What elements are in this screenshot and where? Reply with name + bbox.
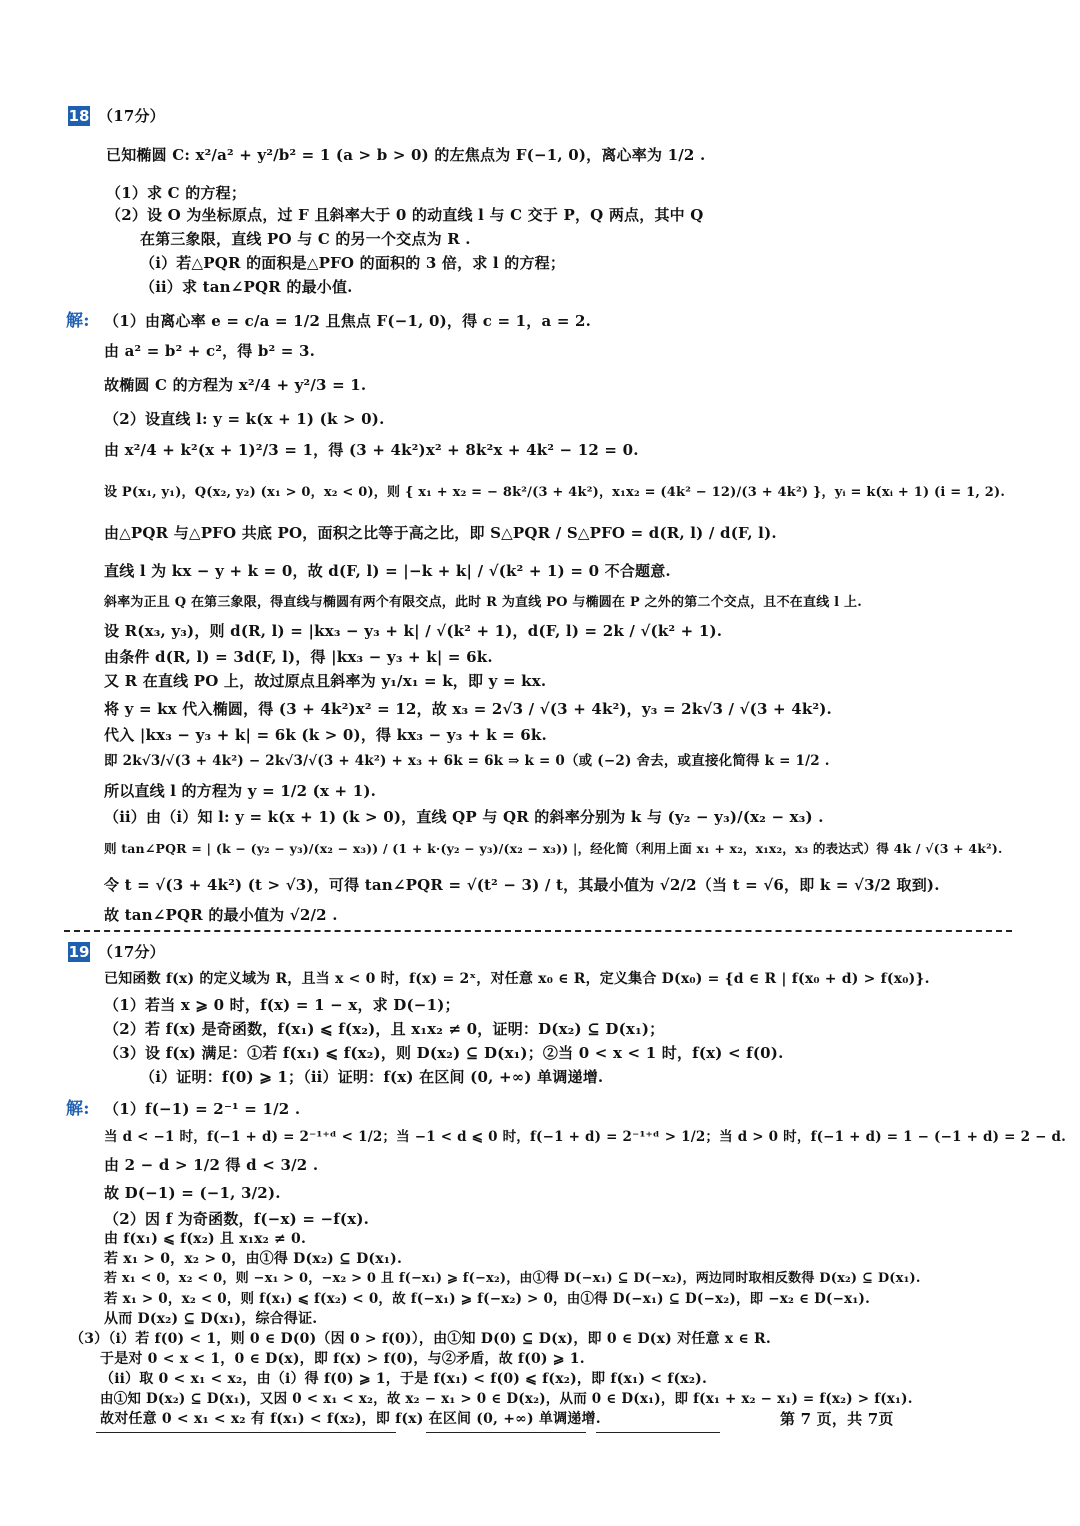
question-stem: 已知函数 f(x) 的定义域为 R，且当 x < 0 时，f(x) = 2ˣ，对任意 x₀ ∈ R，定义集合 D(x₀) = {d ∈ R | f(x₀ + d) > f(x₀)}.: [104, 971, 930, 987]
solution-line: （1）f(−1) = 2⁻¹ = 1/2 .: [104, 1100, 301, 1118]
footer-underline: [426, 1432, 586, 1433]
footer-underline: [596, 1432, 720, 1433]
solution-line: 将 y = kx 代入椭圆，得 (3 + 4k²)x² = 12，故 x₃ = 2√3 / √(3 + 4k²)，y₃ = 2k√3 / √(3 + 4k²).: [104, 700, 832, 718]
question-part: （3）设 f(x) 满足：①若 f(x₁) ⩽ f(x₂)，则 D(x₂) ⊆ D(x₁)；②当 0 < x < 1 时，f(x) < f(0).: [104, 1044, 784, 1062]
solution-line: 由条件 d(R, l) = 3d(F, l)，得 |kx₃ − y₃ + k| = 6k.: [104, 648, 493, 666]
solution-line: 于是对 0 < x < 1，0 ∈ D(x)，即 f(x) > f(0)，与②矛盾，故 f(0) ⩾ 1.: [100, 1351, 585, 1367]
solution-line: 由 2 − d > 1/2 得 d < 3/2 .: [104, 1156, 319, 1174]
solution-line: （2）设直线 l: y = k(x + 1) (k > 0).: [104, 410, 385, 428]
question-subpart: （ⅰ）证明：f(0) ⩾ 1；（ⅱ）证明：f(x) 在区间 (0, +∞) 单调递增.: [140, 1068, 604, 1086]
solution-line: 所以直线 l 的方程为 y = 1/2 (x + 1).: [104, 782, 377, 800]
solution-label: 解:: [66, 1099, 90, 1119]
question-part: （2）设 O 为坐标原点，过 F 且斜率大于 0 的动直线 l 与 C 交于 P，Q 两点，其中 Q: [106, 206, 704, 224]
solution-line: 故椭圆 C 的方程为 x²/4 + y²/3 = 1.: [104, 376, 367, 394]
solution-line: 设 R(x₃, y₃)，则 d(R, l) = |kx₃ − y₃ + k| / √(k² + 1)，d(F, l) = 2k / √(k² + 1).: [104, 622, 723, 640]
question-part: （2）若 f(x) 是奇函数，f(x₁) ⩽ f(x₂)，且 x₁x₂ ≠ 0，证明：D(x₂) ⊆ D(x₁)；: [104, 1020, 665, 1038]
footer-underline: [96, 1432, 396, 1433]
solution-line: 直线 l 为 kx − y + k = 0，故 d(F, l) = |−k + k| / √(k² + 1) = 0 不合题意.: [104, 562, 671, 580]
solution-line: 即 2k√3/√(3 + 4k²) − 2k√3/√(3 + 4k²) + x₃ + 6k = 6k ⇒ k = 0（或 (−2) 舍去，或直接化简得 k = 1/2 .: [104, 753, 830, 769]
solution-line: 若 x₁ > 0，x₂ < 0，则 f(x₁) ⩽ f(x₂) < 0，故 f(−x₁) ⩾ f(−x₂) > 0，由①得 D(−x₁) ⊆ D(−x₂)，即 −x₂ ∈ D(−x₁).: [104, 1291, 871, 1307]
solution-line: 由 f(x₁) ⩽ f(x₂) 且 x₁x₂ ≠ 0.: [104, 1231, 307, 1247]
question-points: （17分）: [98, 107, 165, 125]
section-divider: [64, 930, 1012, 932]
question-subpart: （ⅱ）求 tan∠PQR 的最小值.: [140, 278, 353, 296]
solution-line: 故对任意 0 < x₁ < x₂ 有 f(x₁) < f(x₂)，即 f(x) 在区间 (0, +∞) 单调递增.: [100, 1411, 601, 1427]
question-part: （1）求 C 的方程；: [106, 184, 247, 202]
solution-line: 由△PQR 与△PFO 共底 PO，面积之比等于高之比，即 S△PQR / S△PFO = d(R, l) / d(F, l).: [104, 524, 777, 542]
question-stem: 已知椭圆 C: x²/a² + y²/b² = 1 (a > b > 0) 的左焦点为 F(−1, 0)，离心率为 1/2 .: [106, 146, 706, 164]
solution-label: 解:: [66, 311, 90, 331]
page-number: 第 7 页，共 7页: [780, 1410, 894, 1428]
solution-line: 故 D(−1) = (−1, 3/2).: [104, 1184, 281, 1202]
solution-line: 斜率为正且 Q 在第三象限，得直线与椭圆有两个有限交点，此时 R 为直线 PO 与椭圆在 P 之外的第二个交点，且不在直线 l 上.: [104, 595, 862, 610]
question-number-badge: 19: [68, 943, 90, 961]
solution-line: 又 R 在直线 PO 上，故过原点且斜率为 y₁/x₁ = k，即 y = kx.: [104, 672, 547, 690]
solution-line: 设 P(x₁, y₁)，Q(x₂, y₂) (x₁ > 0，x₂ < 0)，则 { x₁ + x₂ = − 8k²/(3 + 4k²)，x₁x₂ = (4k² − 12)/(3 + 4k²) }，yᵢ = k(xᵢ + 1) (i = 1, 2).: [104, 485, 1006, 500]
solution-line: 令 t = √(3 + 4k²) (t > √3)，可得 tan∠PQR = √(t² − 3) / t，其最小值为 √2/2（当 t = √6，即 k = √3/2 取到).: [104, 876, 940, 894]
solution-line: 若 x₁ < 0，x₂ < 0，则 −x₁ > 0，−x₂ > 0 且 f(−x₁) ⩾ f(−x₂)，由①得 D(−x₁) ⊆ D(−x₂)，两边同时取相反数得 D(x₂) ⊆ D(x₁).: [104, 1271, 921, 1286]
question-points: （17分）: [98, 943, 165, 961]
question-number-badge: 18: [68, 107, 90, 125]
solution-line: （2）因 f 为奇函数，f(−x) = −f(x).: [104, 1210, 370, 1228]
solution-line: （3）（ⅰ）若 f(0) < 1，则 0 ∈ D(0)（因 0 > f(0)），由①知 D(0) ⊆ D(x)，即 0 ∈ D(x) 对任意 x ∈ R.: [70, 1331, 771, 1347]
solution-line: 由①知 D(x₂) ⊆ D(x₁)，又因 0 < x₁ < x₂，故 x₂ − x₁ > 0 ∈ D(x₂)，从而 0 ∈ D(x₁)，即 f(x₁ + x₂ − x₁) = f(x₂) > f(x₁).: [100, 1391, 913, 1407]
solution-line: （ⅱ）取 0 < x₁ < x₂，由（ⅰ）得 f(0) ⩾ 1，于是 f(x₁) < f(0) ⩽ f(x₂)，即 f(x₁) < f(x₂).: [100, 1371, 708, 1387]
solution-line: （1）由离心率 e = c/a = 1/2 且焦点 F(−1, 0)，得 c = 1，a = 2.: [104, 312, 592, 330]
solution-line: 故 tan∠PQR 的最小值为 √2/2 .: [104, 906, 338, 924]
question-subpart: （ⅰ）若△PQR 的面积是△PFO 的面积的 3 倍，求 l 的方程；: [140, 254, 566, 272]
solution-line: 当 d < −1 时，f(−1 + d) = 2⁻¹⁺ᵈ < 1/2；当 −1 < d ⩽ 0 时，f(−1 + d) = 2⁻¹⁺ᵈ > 1/2；当 d > 0 时，f(−1 + d) = 1 − (−1 + d) = 2 − d.: [104, 1129, 1067, 1145]
solution-line: 代入 |kx₃ − y₃ + k| = 6k (k > 0)，得 kx₃ − y₃ + k = 6k.: [104, 726, 547, 744]
solution-line: 从而 D(x₂) ⊆ D(x₁)，综合得证.: [104, 1311, 318, 1327]
question-part: 在第三象限，直线 PO 与 C 的另一个交点为 R .: [140, 230, 471, 248]
solution-line: 则 tan∠PQR = | (k − (y₂ − y₃)/(x₂ − x₃)) / (1 + k·(y₂ − y₃)/(x₂ − x₃)) |，经化简（利用上面 x₁ + x₂，x₁x₂，x₃ 的表达式）得 4k / √(3 + 4k²).: [104, 841, 1003, 856]
question-part: （1）若当 x ⩾ 0 时，f(x) = 1 − x，求 D(−1)；: [104, 996, 460, 1014]
solution-line: 由 a² = b² + c²，得 b² = 3.: [104, 342, 316, 360]
solution-line: 由 x²/4 + k²(x + 1)²/3 = 1，得 (3 + 4k²)x² + 8k²x + 4k² − 12 = 0.: [104, 441, 639, 459]
solution-line: 若 x₁ > 0，x₂ > 0，由①得 D(x₂) ⊆ D(x₁).: [104, 1251, 403, 1267]
solution-line: （ⅱ）由（ⅰ）知 l: y = k(x + 1) (k > 0)，直线 QP 与 QR 的斜率分别为 k 与 (y₂ − y₃)/(x₂ − x₃) .: [104, 808, 824, 826]
